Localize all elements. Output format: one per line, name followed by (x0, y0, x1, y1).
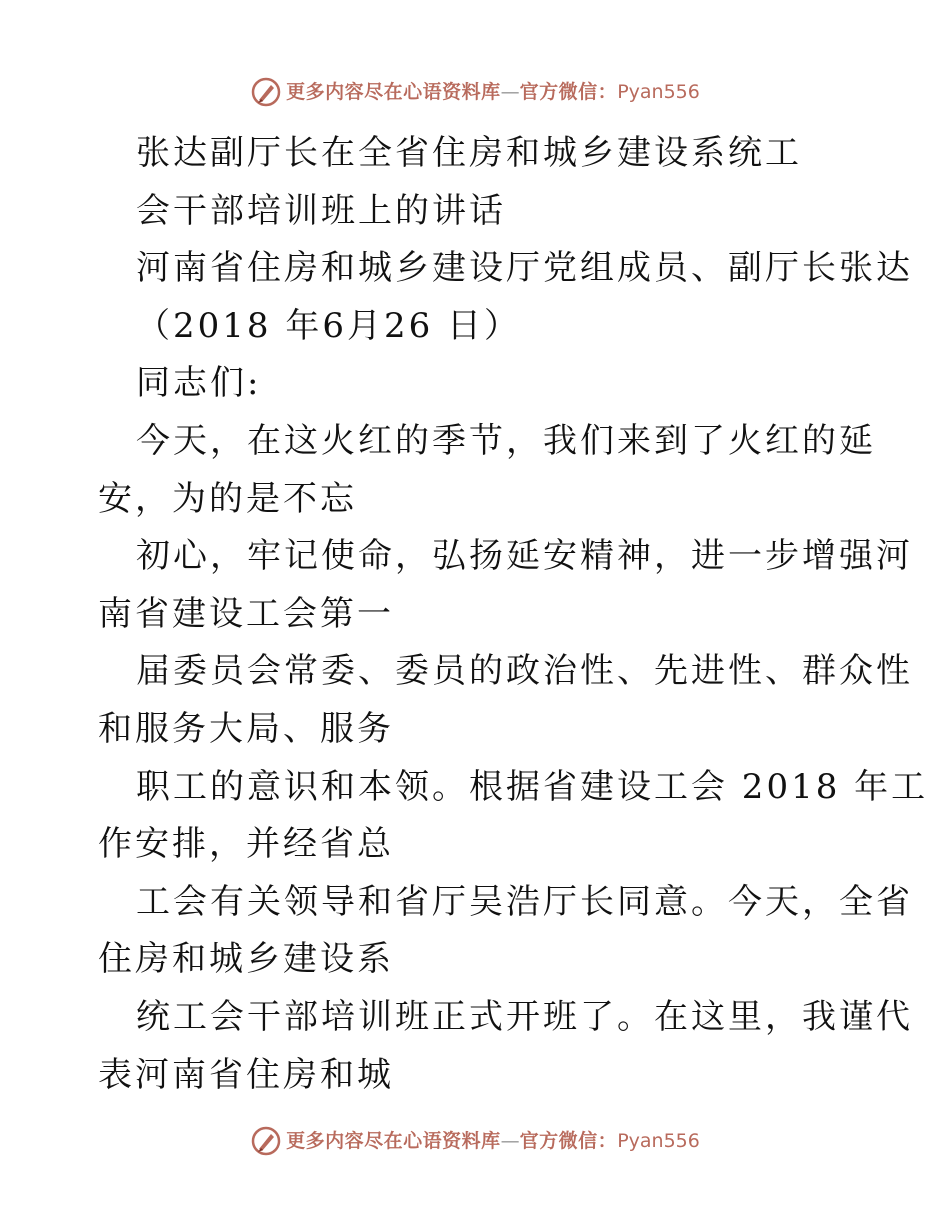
text-line: 安，为的是不忘 (98, 478, 357, 519)
text-line: 南省建设工会第一 (98, 593, 394, 634)
watermark-separator: — (500, 80, 520, 103)
title-line-1: 张达副厅长在全省住房和城乡建设系统工 (136, 133, 802, 173)
text-line: 届委员会常委、委员的政治性、先进性、群众性 (136, 651, 913, 692)
watermark-wechat-id: Pyan556 (617, 1129, 700, 1152)
watermark-separator: — (500, 1129, 520, 1152)
text-line: 住房和城乡建设系 (98, 939, 394, 980)
watermark-brand-text: 更多内容尽在心语资料库 (286, 1129, 501, 1152)
text-line: 作安排，并经省总 (98, 824, 394, 865)
text-line: 统工会干部培训班正式开班了。在这里，我谨代 (136, 996, 913, 1037)
date-line: （2018 年6月26 日） (136, 305, 522, 346)
salutation: 同志们: (136, 363, 262, 404)
text-line: 表河南省住房和城 (98, 1054, 394, 1095)
document-body (98, 125, 929, 1104)
watermark-brand-text: 更多内容尽在心语资料库 (286, 80, 501, 103)
text-line: 今天，在这火红的季节，我们来到了火红的延 (136, 420, 876, 461)
pen-seal-icon (250, 1125, 282, 1157)
title-line-2: 会干部培训班上的讲话 (136, 190, 506, 231)
header-watermark (0, 76, 950, 108)
text-line: 工会有关领导和省厅吴浩厅长同意。今天，全省 (136, 881, 913, 922)
footer-watermark (0, 1125, 950, 1157)
watermark-contact-text: 官方微信： (519, 1129, 618, 1152)
watermark-contact-text: 官方微信： (519, 80, 618, 103)
watermark-wechat-id: Pyan556 (617, 80, 700, 103)
text-line: 初心，牢记使命，弘扬延安精神，进一步增强河 (136, 536, 913, 577)
pen-seal-icon (250, 76, 282, 108)
text-line: 职工的意识和本领。根据省建设工会 2018 年工 (136, 766, 929, 807)
speaker-line: 河南省住房和城乡建设厅党组成员、副厅长张达 (136, 248, 913, 289)
text-line: 和服务大局、服务 (98, 708, 394, 749)
